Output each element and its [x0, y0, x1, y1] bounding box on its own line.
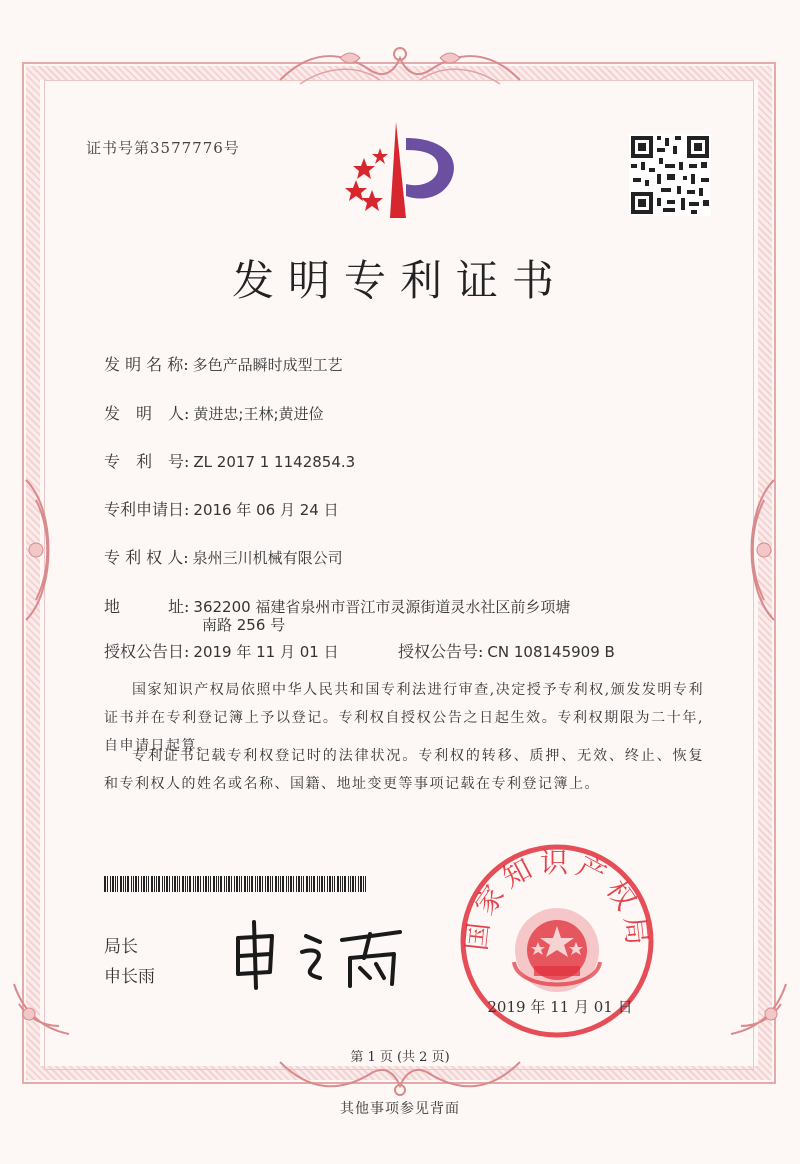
field-address	[104, 594, 570, 617]
field-value: CN 108145909 B	[487, 643, 615, 661]
top-ornament-icon	[270, 40, 530, 100]
field-application-date	[104, 497, 339, 520]
signature-name: 申长雨	[104, 967, 155, 987]
field-value: 362200 福建省泉州市晋江市灵源街道灵水社区前乡项塘	[193, 598, 571, 616]
bottom-left-corner-ornament-icon	[4, 974, 74, 1044]
field-patent-number	[104, 449, 355, 472]
signature-title: 局长	[104, 937, 138, 957]
field-label: 授权公告号:	[398, 642, 484, 661]
barcode-icon	[104, 876, 366, 892]
statement-paragraph-1: 国家知识产权局依照中华人民共和国专利法进行审查,决定授予专利权,颁发发明专利证书并在专利登记簿上予以登记。专利权自授权公告之日起生效。专利权期限为二十年,自申请日起算。	[104, 682, 704, 754]
statement-paragraph-2: 专利证书记载专利权登记时的法律状况。专利权的转移、质押、无效、终止、恢复和专利权人的姓名或名称、国籍、地址变更等事项记载在专利登记簿上。	[104, 748, 704, 792]
footer-note: 其他事项参见背面	[340, 1101, 460, 1117]
field-value: 黄进忠;王林;黄进俭	[193, 405, 324, 423]
qr-code-icon	[629, 134, 711, 216]
svg-text:国家知识产权局: 国家知识产权局	[459, 846, 655, 953]
patent-office-logo-icon	[334, 118, 462, 226]
field-label: 地 址:	[104, 597, 190, 616]
field-grant-date	[104, 639, 339, 662]
field-value: 泉州三川机械有限公司	[192, 549, 343, 567]
field-label: 授权公告日:	[104, 642, 190, 661]
field-grant-pub-number	[398, 639, 615, 662]
field-patentee	[104, 545, 343, 568]
field-value: 南路 256 号	[202, 616, 286, 634]
field-value: ZL 2017 1 1142854.3	[193, 453, 356, 471]
page-number: 第 1 页 (共 2 页)	[350, 1050, 450, 1065]
seal-date: 2019 年 11 月 01 日	[487, 998, 633, 1016]
field-value: 2016 年 06 月 24 日	[193, 501, 339, 519]
field-label: 发 明 人:	[104, 404, 190, 423]
field-label: 专 利 权 人:	[104, 548, 189, 567]
certificate-number: 证书号第3577776号	[86, 139, 240, 157]
field-inventors	[104, 401, 324, 424]
field-address-line2	[202, 614, 285, 635]
field-invention-name	[104, 352, 343, 375]
field-value: 多色产品瞬时成型工艺	[192, 356, 343, 374]
field-value: 2019 年 11 月 01 日	[193, 643, 339, 661]
field-label: 专 利 号:	[104, 452, 190, 471]
handwritten-signature-icon	[224, 918, 414, 990]
field-label: 专利申请日:	[104, 500, 190, 519]
field-label: 发 明 名 称:	[104, 355, 189, 374]
certificate-title: 发明专利证书	[231, 256, 568, 305]
right-ornament-icon	[734, 470, 794, 630]
bottom-right-corner-ornament-icon	[726, 974, 796, 1044]
left-ornament-icon	[6, 470, 66, 630]
